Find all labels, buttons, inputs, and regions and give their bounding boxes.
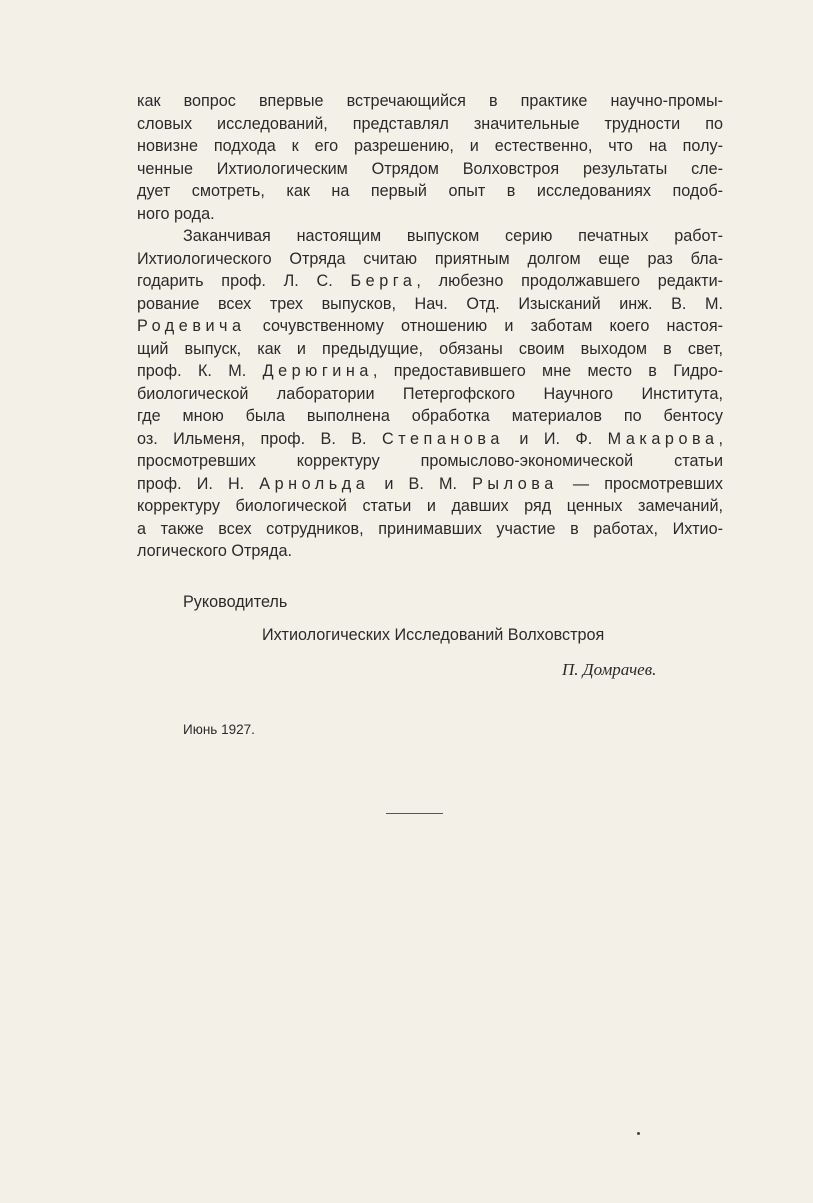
text-line: годарить проф. Л. С. Берга, любезно продолжавшего редакти- bbox=[137, 272, 724, 290]
signature-organization: Ихтиологических Исследований Волховстроя bbox=[262, 626, 605, 644]
text-line: оз. Ильменя, проф. В. В. Степанова и И. Ф. Макарова, bbox=[137, 429, 723, 448]
text-line: а также всех сотрудников, принимавших участие в работах, Ихтио- bbox=[137, 519, 723, 538]
document-date: Июнь 1927. bbox=[183, 722, 255, 737]
text-line: Ихтиологического Отряда считаю приятным долгом еще раз бла- bbox=[137, 249, 723, 268]
text-line: биологической лаборатории Петергофского Научного Института, bbox=[137, 384, 723, 403]
signature-name: П. Домрачев. bbox=[562, 660, 657, 679]
signature-role: Руководитель bbox=[183, 593, 288, 611]
text-line: ного рода. bbox=[137, 204, 215, 223]
text-line: как вопрос впервые встречающийся в практике научно-промы- bbox=[137, 92, 723, 110]
text-line: логического Отряда. bbox=[137, 542, 292, 560]
text-line: ченные Ихтиологическим Отрядом Волховстроя результаты сле- bbox=[137, 159, 723, 178]
text-line: просмотревших корректуру промыслово-экономической статьи bbox=[137, 452, 723, 470]
text-line: рование всех трех выпусков, Нач. Отд. Изысканий инж. В. М. bbox=[137, 294, 723, 313]
text-line: новизне подхода к его разрешению, и естественно, что на полу- bbox=[137, 137, 723, 155]
text-line: Родевича сочувственному отношению и заботам коего настоя- bbox=[137, 317, 723, 335]
paper-speck bbox=[637, 1132, 640, 1135]
text-line: Заканчивая настоящим выпуском серию печатных работ- bbox=[183, 227, 723, 245]
body-text bbox=[137, 90, 723, 563]
text-line: корректуру биологической статьи и давших ряд ценных замечаний, bbox=[137, 497, 723, 515]
text-line: дует смотреть, как на первый опыт в исследованиях подоб- bbox=[137, 182, 723, 200]
text-line: проф. И. Н. Арнольда и В. М. Рылова — просмотревших bbox=[137, 474, 723, 493]
divider bbox=[386, 813, 443, 814]
text-line: проф. К. М. Дерюгина, предоставившего мне место в Гидро- bbox=[137, 362, 723, 380]
text-line: щий выпуск, как и предыдущие, обязаны своим выходом в свет, bbox=[137, 339, 723, 358]
text-line: где мною была выполнена обработка материалов по бентосу bbox=[137, 407, 723, 425]
text-line: словых исследований, представлял значительные трудности по bbox=[137, 114, 723, 133]
